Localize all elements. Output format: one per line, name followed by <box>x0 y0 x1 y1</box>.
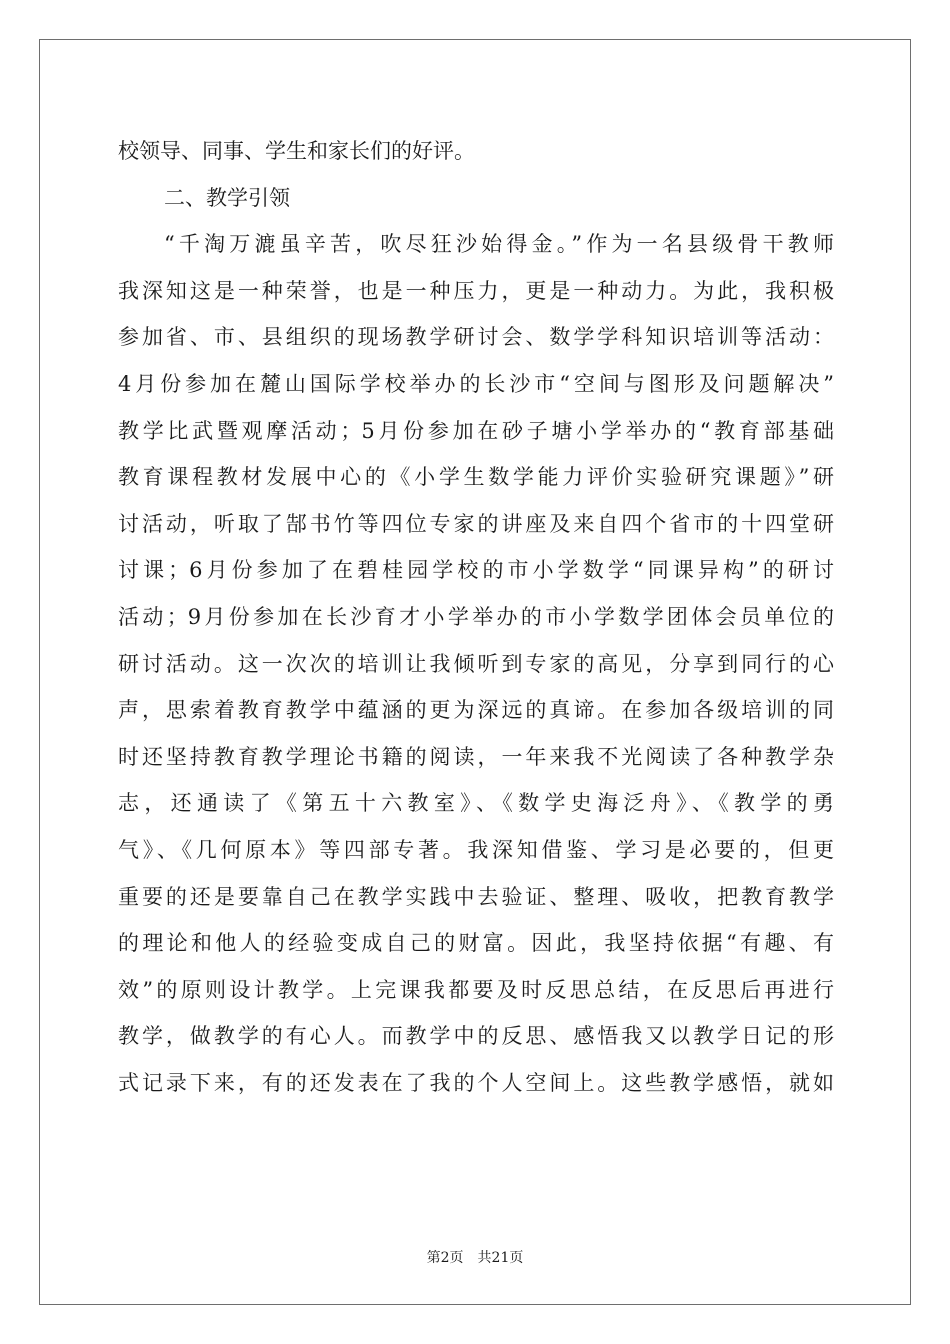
body-line: “千淘万漉虽辛苦，吹尽狂沙始得金。”作为一名县级骨干教师 <box>164 232 834 257</box>
page-footer <box>0 1247 950 1267</box>
body-line: 的理论和他人的经验变成自己的财富。因此，我坚持依据“有趣、有 <box>118 931 834 956</box>
section-heading: 二、教学引领 <box>164 185 290 210</box>
document-body <box>118 128 834 1106</box>
body-line: 研讨活动。这一次次的培训让我倾听到专家的高见，分享到同行的心 <box>118 651 834 676</box>
body-line: 重要的还是要靠自己在教学实践中去验证、整理、吸收，把教育教学 <box>118 884 834 909</box>
body-line: 4月份参加在麓山国际学校举办的长沙市“空间与图形及问题解决” <box>118 371 834 396</box>
body-line: 活动；9月份参加在长沙育才小学举办的市小学数学团体会员单位的 <box>118 604 834 629</box>
body-line: 我深知这是一种荣誉，也是一种压力，更是一种动力。为此，我积极 <box>118 278 834 303</box>
body-line: 式记录下来，有的还发表在了我的个人空间上。这些教学感悟，就如 <box>118 1070 834 1095</box>
body-line: 讨活动，听取了郜书竹等四位专家的讲座及来自四个省市的十四堂研 <box>118 511 834 536</box>
body-line: 参加省、市、县组织的现场教学研讨会、数学学科知识培训等活动： <box>118 325 834 350</box>
body-line: 声，思索着教育教学中蕴涵的更为深远的真谛。在参加各级培训的同 <box>118 698 834 723</box>
body-line: 校领导、同事、学生和家长们的好评。 <box>118 139 475 163</box>
body-line: 气》、《几何原本》等四部专著。我深知借鉴、学习是必要的，但更 <box>118 837 834 862</box>
body-line: 教学比武暨观摩活动；5月份参加在砂子塘小学举办的“教育部基础 <box>118 418 834 443</box>
body-line: 教育课程教材发展中心的《小学生数学能力评价实验研究课题》”研 <box>118 465 834 490</box>
page-number: 第2页 <box>426 1250 464 1266</box>
body-line: 志，还通读了《第五十六教室》、《数学史海泛舟》、《教学的勇 <box>118 791 834 816</box>
body-line: 时还坚持教育教学理论书籍的阅读，一年来我不光阅读了各种教学杂 <box>118 744 834 769</box>
page-total: 共21页 <box>477 1250 524 1266</box>
body-line: 教学，做教学的有心人。而教学中的反思、感悟我又以教学日记的形 <box>118 1024 834 1049</box>
body-line: 讨课；6月份参加了在碧桂园学校的市小学数学“同课异构”的研讨 <box>118 558 834 583</box>
body-line: 效”的原则设计教学。上完课我都要及时反思总结，在反思后再进行 <box>118 977 834 1002</box>
